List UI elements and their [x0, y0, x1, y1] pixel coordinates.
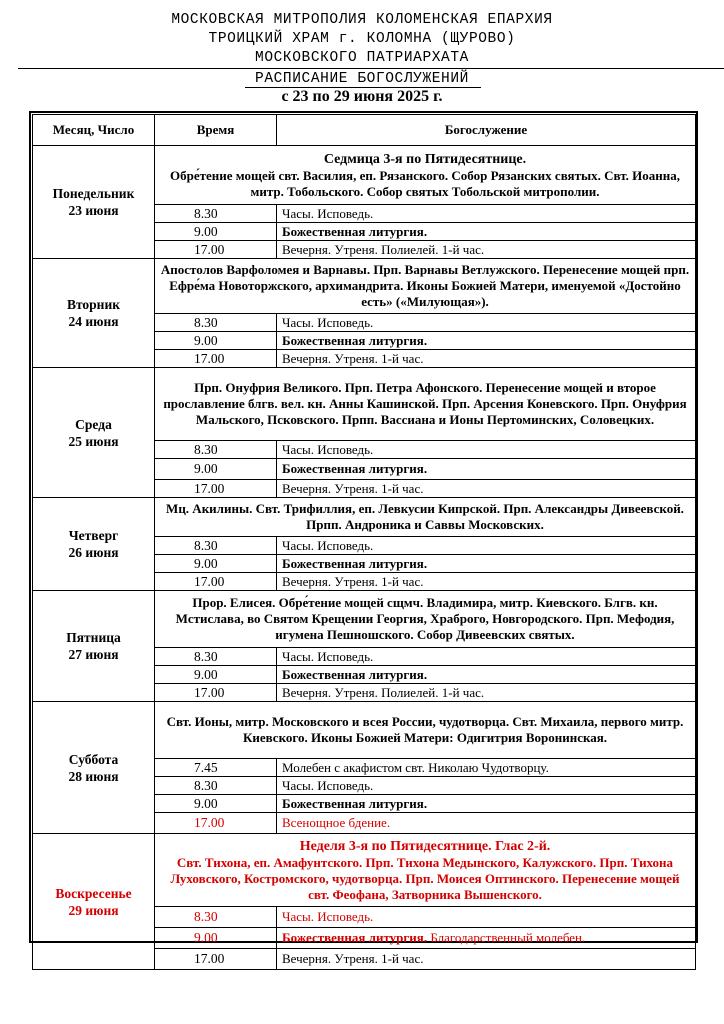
day-group-monday [33, 146, 696, 259]
service-text: Часы. Исповедь. [277, 777, 696, 795]
thanksgiving-label: Благодарственный молебен. [427, 930, 586, 945]
date: 28 июня [68, 768, 119, 784]
service-text: Божественная литургия. [277, 795, 696, 813]
weekday: Среда [75, 416, 112, 432]
service-text: Часы. Исповедь. [277, 205, 696, 223]
service-text: Божественная литургия. [277, 555, 696, 573]
service-time: 9.00 [155, 666, 277, 684]
feast-description [155, 146, 696, 205]
column-header-day: Месяц, Число [33, 115, 155, 146]
schedule-table [32, 114, 696, 970]
service-time: 9.00 [155, 223, 277, 241]
table-header-row [33, 115, 696, 146]
day-cell [33, 368, 155, 498]
weekday: Вторник [66, 297, 121, 312]
service-time: 17.00 [155, 949, 277, 970]
service-time: 17.00 [155, 480, 277, 498]
header-patriarchate: МОСКОВСКОГО ПАТРИАРХАТА [255, 50, 469, 66]
day-group-saturday [33, 702, 696, 834]
date: 26 июня [68, 545, 119, 560]
header-diocese: МОСКОВСКАЯ МИТРОПОЛИЯ КОЛОМЕНСКАЯ ЕПАРХИЯ [171, 12, 553, 28]
service-time: 8.30 [155, 907, 277, 928]
schedule-title: РАСПИСАНИЕ БОГОСЛУЖЕНИЙ [255, 71, 469, 87]
service-time: 9.00 [155, 928, 277, 949]
saints-text: Обре́тение мощей свт. Василия, еп. Рязанского. Собор Рязанских святых. Свт. Иоанна, митр. Тобольского. Собор святых Тобольской митрополии. [170, 167, 680, 199]
service-text: Всенощное бдение. [277, 813, 696, 834]
weekday: Воскресенье [55, 885, 132, 901]
service-text: Часы. Исповедь. [277, 314, 696, 332]
service-time: 7.45 [155, 759, 277, 777]
service-text: Молебен с акафистом свт. Николаю Чудотворцу. [277, 759, 696, 777]
service-text: Часы. Исповедь. [277, 537, 696, 555]
service-time: 9.00 [155, 555, 277, 573]
service-text: Божественная литургия. [277, 459, 696, 480]
liturgy-label: Божественная литургия. [282, 930, 428, 945]
service-text: Вечерня. Утреня. Полиелей. 1-й час. [277, 684, 696, 702]
service-time: 17.00 [155, 813, 277, 834]
service-time: 17.00 [155, 684, 277, 702]
day-cell [33, 834, 155, 970]
service-text: Вечерня. Утреня. 1-й час. [277, 949, 696, 970]
weekday: Пятница [66, 630, 121, 645]
date: 29 июня [68, 902, 119, 918]
service-text: Часы. Исповедь. [277, 648, 696, 666]
column-header-time: Время [155, 115, 277, 146]
feast-description: Прор. Елисея. Обре́тение мощей сщмч. Владимира, митр. Киевского. Блгв. кн. Мстислава, во Святом Крещении Георгия, Храброго, Новгородского. Прп. Мефодия, игумена Пешношского. Собор Дивеевских святых. [155, 591, 696, 648]
schedule-dates: с 23 по 29 июня 2025 г. [281, 88, 443, 105]
service-text: Вечерня. Утреня. Полиелей. 1-й час. [277, 241, 696, 259]
service-time: 8.30 [155, 648, 277, 666]
day-cell [33, 259, 155, 368]
feast-description: Свт. Ионы, митр. Московского и всея России, чудотворца. Свт. Михаила, первого митр. Киевского. Иконы Божией Матери: Одигитрия Воронинская. [155, 702, 696, 759]
date: 23 июня [68, 203, 119, 218]
service-text: Божественная литургия. [277, 223, 696, 241]
service-text: Божественная литургия. [277, 332, 696, 350]
day-group-friday [33, 591, 696, 702]
day-group-sunday [33, 834, 696, 970]
date: 24 июня [68, 314, 119, 329]
day-cell [33, 146, 155, 259]
day-cell [33, 591, 155, 702]
feast-description: Мц. Акилины. Свт. Трифиллия, еп. Левкусии Кипрской. Прп. Александры Дивеевской. Прпп. Андроника и Саввы Московских. [155, 498, 696, 537]
service-text: Часы. Исповедь. [277, 441, 696, 459]
header-church: ТРОИЦКИЙ ХРАМ г. КОЛОМНА (ЩУРОВО) [208, 31, 516, 47]
service-time: 17.00 [155, 350, 277, 368]
service-time: 9.00 [155, 459, 277, 480]
day-group-wednesday [33, 368, 696, 498]
service-time: 8.30 [155, 205, 277, 223]
saints-text: Свт. Тихона, еп. Амафунтского. Прп. Тихона Медынского, Калужского. Прп. Тихона Луховского, Костромского, чудотворца. Прп. Моисея Оптинского. Перенесение мощей свт. Феофана, Затворника Вышенского. [170, 854, 680, 902]
service-time: 9.00 [155, 795, 277, 813]
column-header-service: Богослужение [277, 115, 696, 146]
weekday: Суббота [68, 751, 119, 767]
date: 25 июня [68, 433, 119, 449]
feast-description: Апостолов Варфоломея и Варнавы. Прп. Варнавы Ветлужского. Перенесение мощей прп. Ефре́ма Новоторжского, архимандрита. Иконы Божией Матери, именуемой «Достойно есть» («Милующая»). [155, 259, 696, 314]
service-text: Часы. Исповедь. [277, 907, 696, 928]
day-group-thursday [33, 498, 696, 591]
service-text [277, 928, 696, 949]
day-cell [33, 702, 155, 834]
service-text: Божественная литургия. [277, 666, 696, 684]
feast-description: Прп. Онуфрия Великого. Прп. Петра Афонского. Перенесение мощей и второе прославление блгв. вел. кн. Анны Кашинской. Прп. Арсения Коневского. Прп. Онуфрия Мальского, Псковского. Прпп. Вассиана и Ионы Пертоминских, Соловецких. [155, 368, 696, 441]
header-divider [18, 68, 724, 69]
weekday: Понедельник [52, 186, 135, 201]
service-time: 9.00 [155, 332, 277, 350]
service-time: 8.30 [155, 314, 277, 332]
week-title: Неделя 3-я по Пятидесятнице. Глас 2-й. [299, 838, 551, 854]
service-text: Вечерня. Утреня. 1-й час. [277, 480, 696, 498]
day-cell [33, 498, 155, 591]
day-group-tuesday [33, 259, 696, 368]
week-title: Седмица 3-я по Пятидесятнице. [323, 151, 527, 167]
service-text: Вечерня. Утреня. 1-й час. [277, 573, 696, 591]
date: 27 июня [68, 647, 119, 662]
service-time: 8.30 [155, 777, 277, 795]
feast-description [155, 834, 696, 907]
service-time: 8.30 [155, 537, 277, 555]
weekday: Четверг [68, 528, 119, 543]
service-time: 8.30 [155, 441, 277, 459]
service-time: 17.00 [155, 573, 277, 591]
service-time: 17.00 [155, 241, 277, 259]
service-text: Вечерня. Утреня. 1-й час. [277, 350, 696, 368]
